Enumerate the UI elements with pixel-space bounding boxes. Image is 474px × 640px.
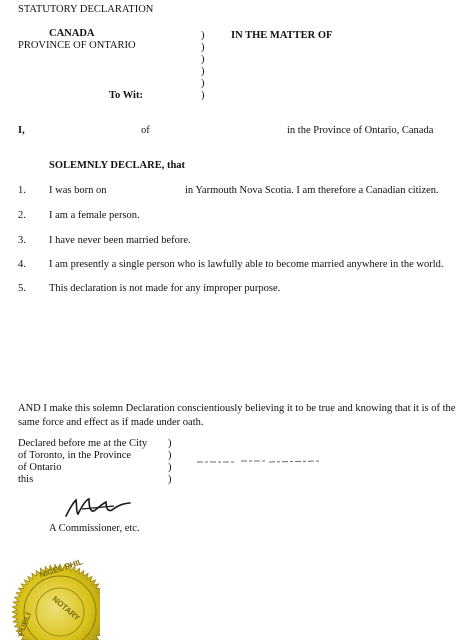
declared-line-4: this [18, 474, 34, 485]
item-5-text: This declaration is not made for any improper purpose. [49, 283, 281, 294]
item-number-2: 2. [18, 210, 26, 221]
item-number-3: 3. [18, 235, 26, 246]
header-paren-1: ) [201, 30, 205, 41]
intro-province: in the Province of Ontario, Canada [287, 125, 434, 136]
document-title: STATUTORY DECLARATION [18, 4, 154, 15]
header-paren-6: ) [201, 90, 205, 101]
item-number-4: 4. [18, 259, 26, 270]
header-matter: IN THE MATTER OF [231, 30, 333, 41]
header-paren-2: ) [201, 42, 205, 53]
intro-of: of [141, 125, 150, 136]
item-1-text-a: I was born on [49, 185, 107, 196]
seal-left-text: PUBLI [16, 611, 33, 637]
declared-paren-4: ) [168, 474, 172, 485]
item-number-5: 5. [18, 283, 26, 294]
commissioner-signature [62, 494, 134, 522]
declared-line-3: of Ontario [18, 462, 62, 473]
item-1-text-b: in Yarmouth Nova Scotia. I am therefore a Canadian citizen. [185, 185, 439, 196]
header-paren-3: ) [201, 54, 205, 65]
header-paren-5: ) [201, 78, 205, 89]
header-province: PROVINCE OF ONTARIO [18, 40, 136, 51]
commissioner-label: A Commissioner, etc. [49, 523, 140, 534]
header-to-wit: To Wit: [109, 90, 143, 101]
notary-seal [0, 542, 100, 640]
seal-top-text: NIGEL PHIL [38, 557, 84, 580]
declared-paren-1: ) [168, 438, 172, 449]
header-country: CANADA [49, 28, 95, 39]
header-paren-4: ) [201, 66, 205, 77]
declared-line-2: of Toronto, in the Province [18, 450, 132, 461]
item-number-1: 1. [18, 185, 26, 196]
intro-i: I, [18, 125, 25, 136]
closing-paragraph: AND I make this solemn Declaration conscientiously believing it to be true and knowing that it is of the same force and effect as if made under oath. [18, 403, 456, 428]
item-4-text: I am presently a single person who is lawfully able to become married anywhere in the world. [49, 259, 444, 270]
declarant-signature-line [195, 456, 325, 466]
declared-paren-2: ) [168, 450, 172, 461]
item-3-text: I have never been married before. [49, 235, 191, 246]
item-2-text: I am a female person. [49, 210, 140, 221]
declared-line-1: Declared before me at the City [18, 438, 148, 449]
solemnly-declare: SOLEMNLY DECLARE, that [49, 160, 186, 171]
seal-mid-text: NOTARY [50, 594, 82, 623]
declared-paren-3: ) [168, 462, 172, 473]
